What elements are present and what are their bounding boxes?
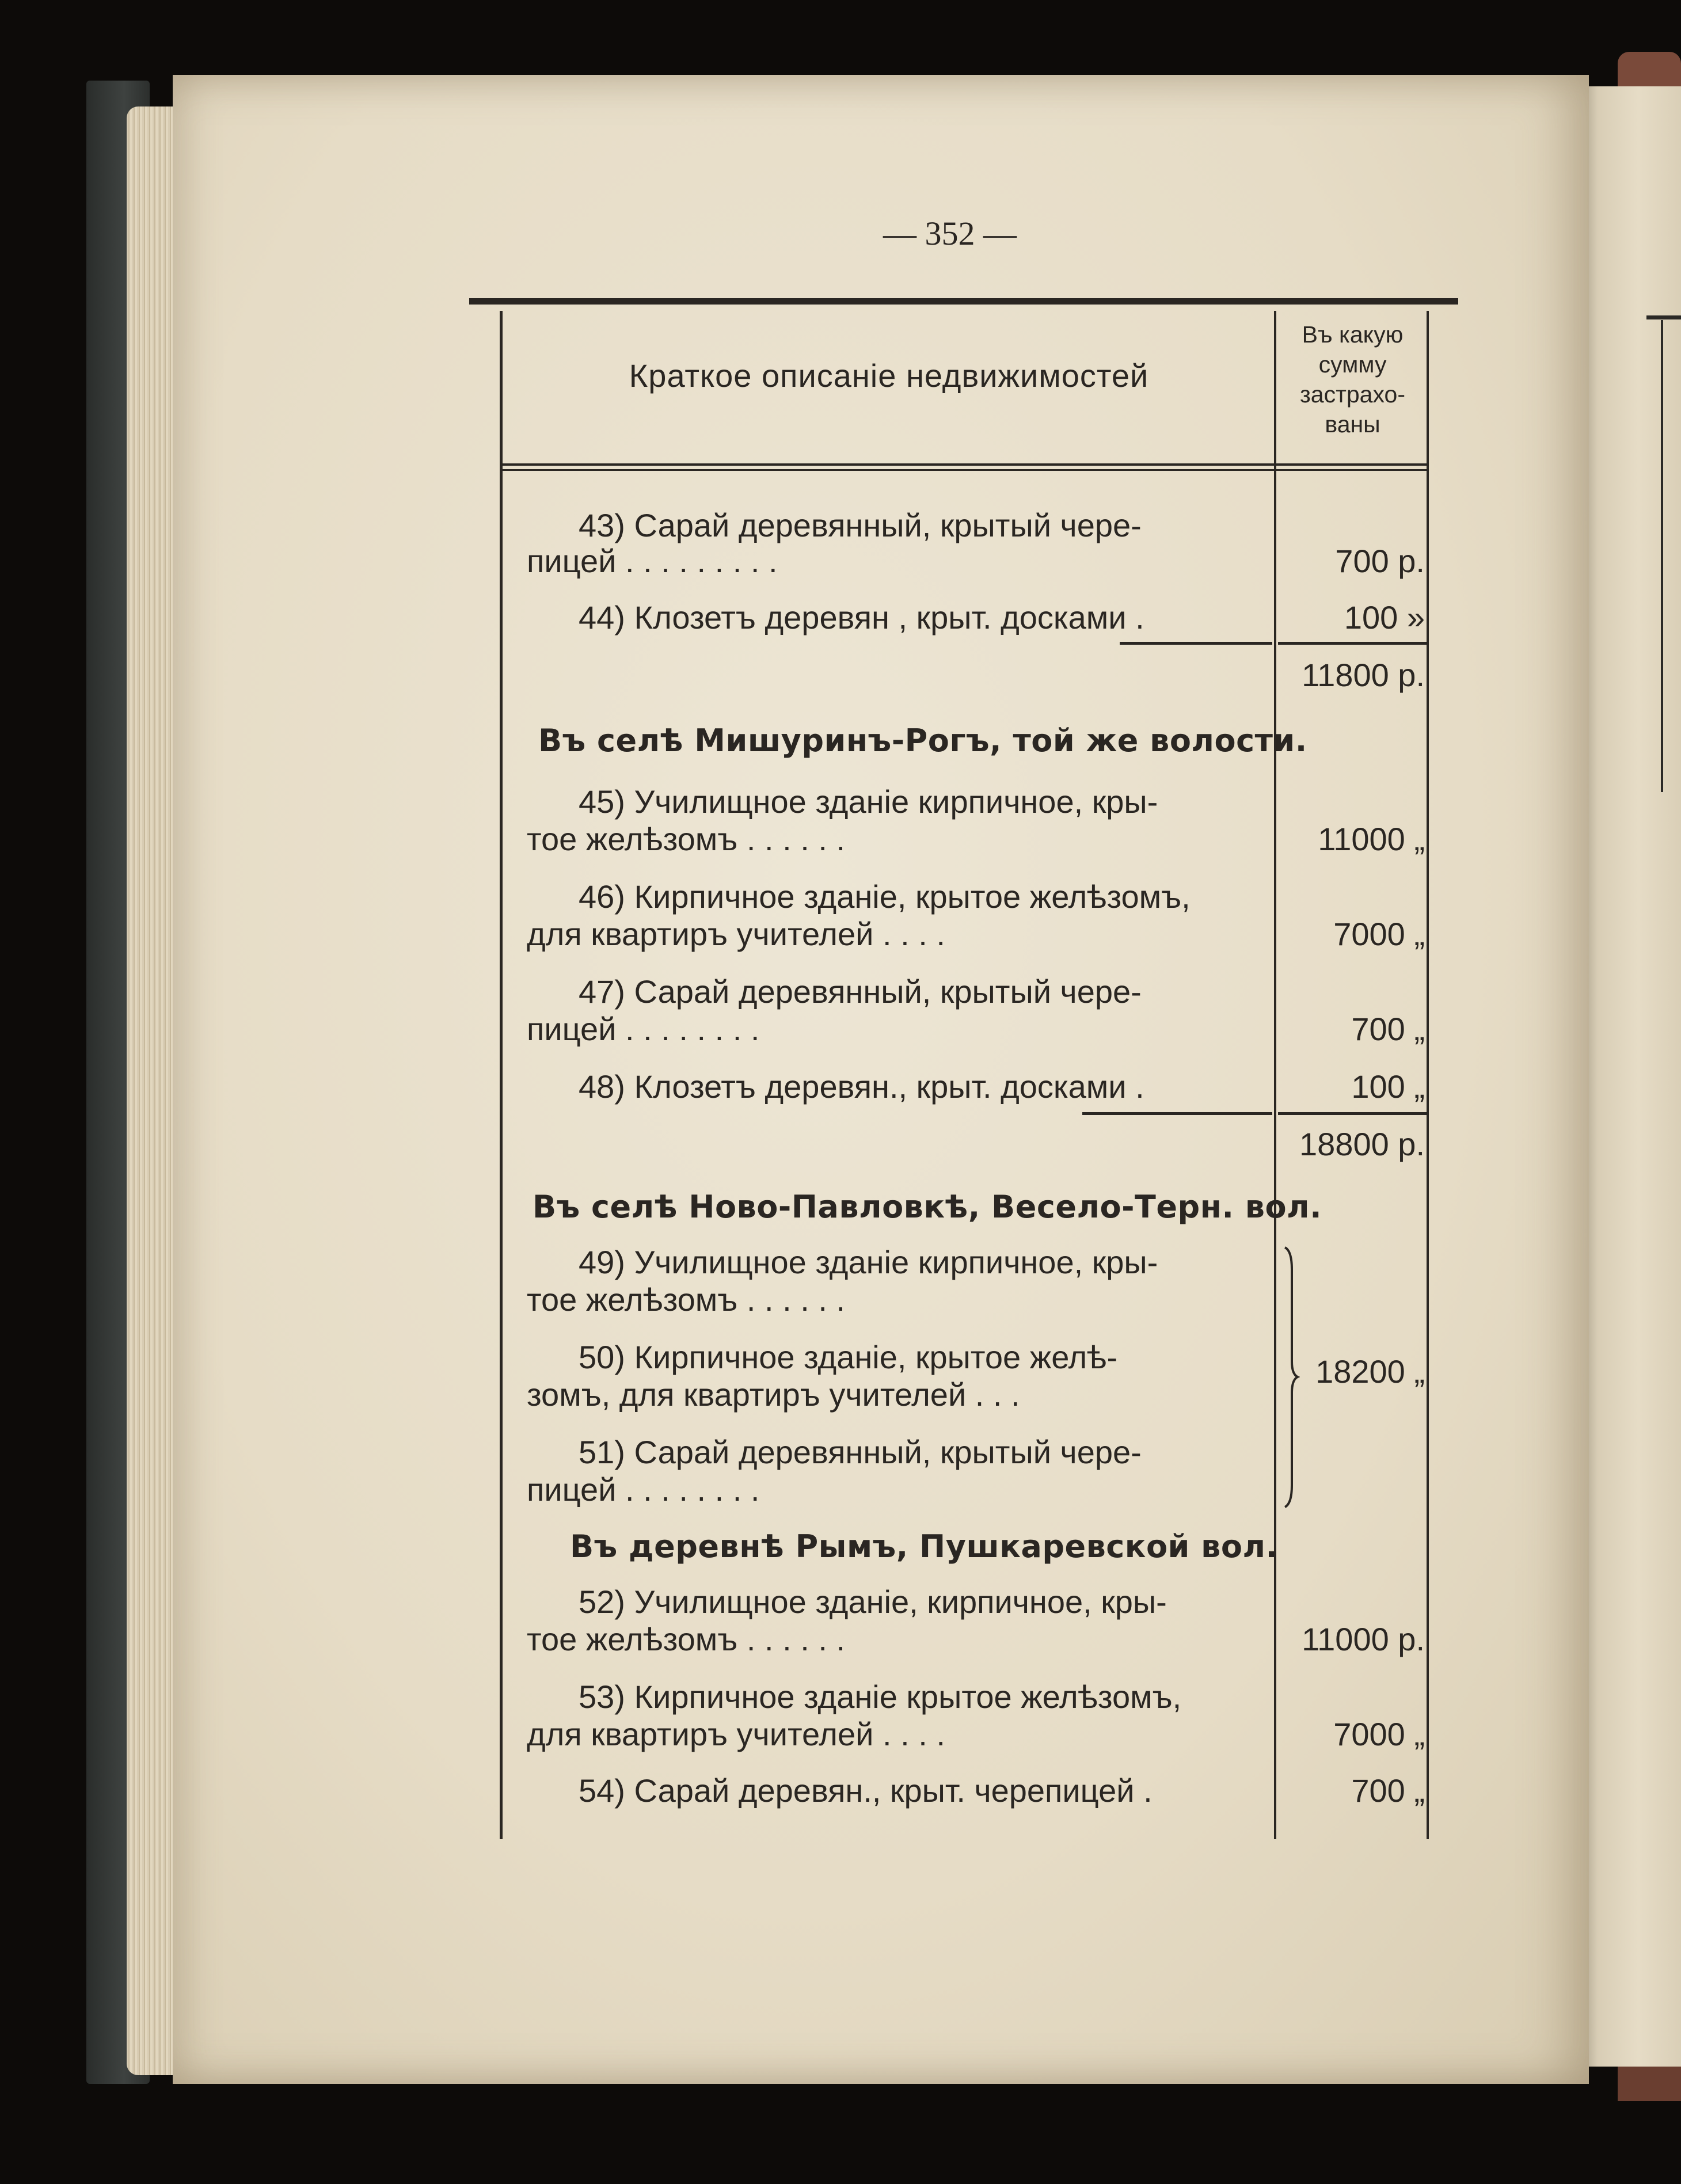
page-number: — 352 — <box>883 215 1017 252</box>
entry-54: 54) Сарай деревян., крыт. черепицей . <box>579 1772 1153 1809</box>
subtotal-rule <box>1120 642 1272 645</box>
entry-51-line-2: пицей . . . . . . . . <box>527 1471 760 1508</box>
entry-44: 44) Клозетъ деревян , крыт. досками . <box>579 599 1144 636</box>
entry-46-amount: 7000 „ <box>1333 916 1425 952</box>
entry-46-line-1: 46) Кирпичное зданіе, крытое желѣзомъ, <box>579 878 1191 915</box>
sum-header-line: застрахо- <box>1300 381 1405 408</box>
entry-49-line-2: тое желѣзомъ . . . . . . <box>527 1281 845 1318</box>
entry-52-line-2: тое желѣзомъ . . . . . . <box>527 1621 845 1657</box>
entry-54-amount: 700 „ <box>1351 1772 1425 1809</box>
entry-50-line-2: зомъ, для квартиръ учителей . . . <box>527 1376 1020 1413</box>
entry-47-line-2: пицей . . . . . . . . <box>527 1011 760 1047</box>
entry-52-amount: 11000 р. <box>1302 1621 1425 1657</box>
entry-51-line-1: 51) Сарай деревянный, крытый чере- <box>579 1434 1142 1470</box>
header-rule <box>500 469 1428 471</box>
entry-45-line-1: 45) Училищное зданіе кирпичное, кры- <box>579 783 1158 820</box>
section-heading: Въ селѣ Ново-Павловкѣ, Весело-Терн. вол. <box>533 1189 1322 1225</box>
next-page-border <box>1661 320 1663 792</box>
subtotal-2: 18800 р. <box>1299 1126 1425 1162</box>
entry-46-line-2: для квартиръ учителей . . . . <box>527 916 945 952</box>
subtotal-rule <box>1278 642 1428 645</box>
entry-50-line-1: 50) Кирпичное зданіе, крытое желѣ- <box>579 1339 1118 1375</box>
entry-47-line-1: 47) Сарай деревянный, крытый чере- <box>579 973 1142 1010</box>
header-rule <box>500 463 1428 466</box>
table-left-border <box>500 311 503 1839</box>
description-column-header: Краткое описаніе недвижимостей <box>629 357 1149 394</box>
entry-53-line-1: 53) Кирпичное зданіе крытое желѣзомъ, <box>579 1679 1182 1715</box>
entry-45-line-2: тое желѣзомъ . . . . . . <box>527 821 845 857</box>
entry-45-amount: 11000 „ <box>1318 821 1425 857</box>
subtotal-rule <box>1278 1112 1428 1115</box>
entry-44-amount: 100 » <box>1344 599 1425 636</box>
section-heading: Въ селѣ Мишуринъ-Рогъ, той же волости. <box>538 722 1307 759</box>
sum-column-header <box>1279 319 1426 439</box>
table-top-rule <box>469 298 1458 305</box>
entry-53-amount: 7000 „ <box>1333 1716 1425 1752</box>
section-heading: Въ деревнѣ Рымъ, Пушкаревской вол. <box>570 1528 1278 1565</box>
sum-header-line: Въ какую <box>1302 321 1404 348</box>
sum-header-line: сумму <box>1318 351 1387 378</box>
entry-43-amount: 700 р. <box>1335 543 1425 579</box>
entry-49-line-1: 49) Училищное зданіе кирпичное, кры- <box>579 1244 1158 1280</box>
table-right-border <box>1427 311 1429 1839</box>
entry-43-line-2: пицей . . . . . . . . . <box>527 543 778 579</box>
subtotal-rule <box>1082 1112 1272 1115</box>
entry-49-51-amount: 18200 „ <box>1315 1353 1425 1390</box>
entry-53-line-2: для квартиръ учителей . . . . <box>527 1716 945 1752</box>
sum-header-line: ваны <box>1325 411 1380 437</box>
entry-43-line-1: 43) Сарай деревянный, крытый чере- <box>579 507 1142 543</box>
entry-48-amount: 100 „ <box>1351 1068 1425 1105</box>
next-page-rule <box>1646 315 1681 319</box>
entry-47-amount: 700 „ <box>1351 1011 1425 1047</box>
entry-48: 48) Клозетъ деревян., крыт. досками . <box>579 1068 1144 1105</box>
entry-52-line-1: 52) Училищное зданіе, кирпичное, кры- <box>579 1584 1167 1620</box>
subtotal-1: 11800 р. <box>1302 657 1425 693</box>
